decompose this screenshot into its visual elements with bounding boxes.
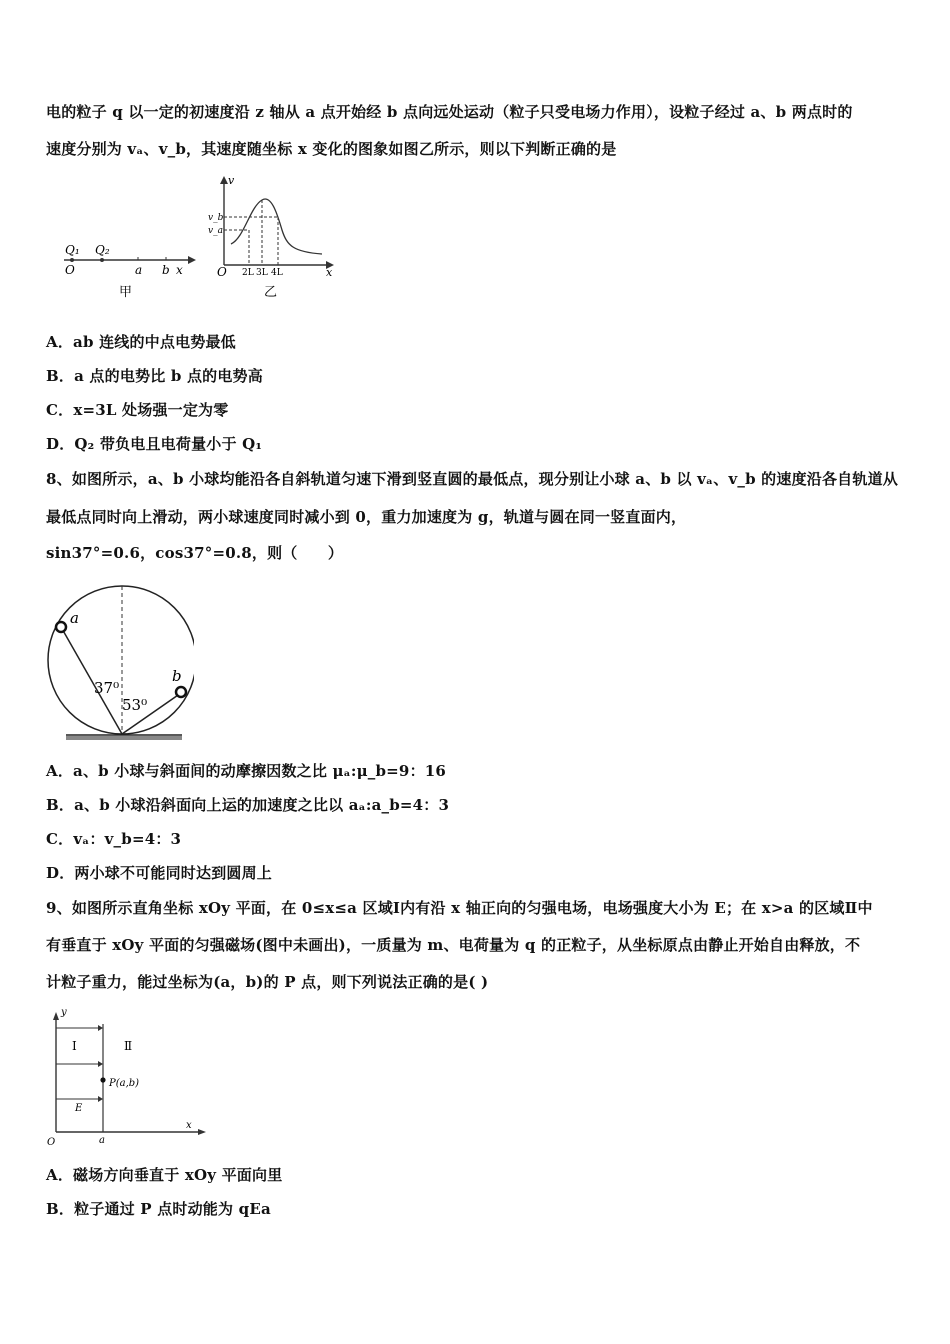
q8-figure [44,580,194,746]
ball-a-label: a [70,609,79,627]
tick-4L: 4L [271,268,283,278]
angle-37-label: 37⁰ [94,679,120,697]
q7-figure-left [64,243,196,300]
q7-stem-line-1: 电的粒子 q 以一定的初速度沿 z 轴从 a 点开始经 b 点向远处运动（粒子只受电场力作用），设粒子经过 a、b 两点时的 [46,103,853,121]
q8-option-c: C．vₐ：v_b=4：3 [46,830,182,848]
q2-label: Q₂ [95,243,110,257]
origin-label-3: O [47,1137,56,1148]
x-axis-label: x [176,263,183,277]
caption-yi: 乙 [264,285,278,300]
x-axis-label-3: x [186,1120,192,1131]
va-label: v_a [208,226,223,236]
q7-figure-right [208,174,334,300]
origin-label-2: O [217,265,227,279]
q7-option-b: B．a 点的电势比 b 点的电势高 [46,367,263,385]
ball-a [56,622,66,632]
caption-jia: 甲 [119,285,133,300]
q8-option-b: B．a、b 小球沿斜面向上运的加速度之比以 aₐ:a_b=4：3 [46,796,450,814]
tick-2L: 2L [242,268,254,278]
q9-figure [44,1004,209,1154]
y-axis-label: y [61,1007,67,1018]
q9-option-b: B．粒子通过 P 点时动能为 qEa [46,1200,271,1218]
velocity-curve [231,199,322,254]
region-2-label: Ⅱ [124,1039,133,1053]
q9-stem-line-1: 9、如图所示直角坐标 xOy 平面，在 0≤x≤a 区域Ⅰ内有沿 x 轴正向的匀强电场，电场强度大小为 E；在 x>a 的区域Ⅱ中 [46,899,873,917]
q7-option-a: A．ab 连线的中点电势最低 [46,333,236,351]
q8-stem-line-2: 最低点同时向上滑动，两小球速度同时减小到 0，重力加速度为 g，轨道与圆在同一竖直面内， [46,508,687,526]
q8-stem-line-1: 8、如图所示，a、b 小球均能沿各自斜轨道匀速下滑到竖直圆的最低点，现分别让小球 a、b 以 vₐ、v_b 的速度沿各自轨道从 [46,470,898,488]
vb-label: v_b [208,213,224,223]
point-p-label: P(a,b) [109,1078,140,1089]
angle-53-label: 53⁰ [122,696,148,714]
q9-stem-line-3: 计粒子重力，能过坐标为(a，b)的 P 点，则下列说法正确的是( ) [46,973,489,991]
v-axis-label: v [228,174,235,187]
q9-stem-line-2: 有垂直于 xOy 平面的匀强磁场(图中未画出)，一质量为 m、电荷量为 q 的正粒子，从坐标原点由静止开始自由释放，不 [46,936,861,954]
q7-option-c: C．x=3L 处场强一定为零 [46,401,229,419]
x-axis-label-2: x [326,266,333,279]
q8-stem-line-3: sin37°=0.6，cos37°=0.8，则（ ） [46,544,344,562]
q7-stem-line-2: 速度分别为 vₐ、v_b，其速度随坐标 x 变化的图象如图乙所示，则以下判断正确的是 [46,140,617,158]
region-1-label: Ⅰ [72,1039,77,1053]
q7-figure [46,172,356,306]
q7-option-d: D．Q₂ 带负电且电荷量小于 Q₁ [46,435,263,453]
point-b-label: b [162,263,170,277]
point-a-label-2: a [99,1135,105,1146]
ball-b-label: b [172,667,182,685]
point-a-label: a [135,263,143,277]
q1-label: Q₁ [65,243,80,257]
q9-option-a: A．磁场方向垂直于 xOy 平面向里 [46,1166,283,1184]
field-e-label: E [75,1103,83,1114]
ground-hatch [66,736,182,740]
q8-option-a: A．a、b 小球与斜面间的动摩擦因数之比 μₐ:μ_b=9：16 [46,762,447,780]
origin-label: O [65,263,75,277]
ball-b [176,687,186,697]
point-p [100,1077,105,1082]
q8-option-d: D．两小球不可能同时达到圆周上 [46,864,273,882]
tick-3L: 3L [256,268,268,278]
